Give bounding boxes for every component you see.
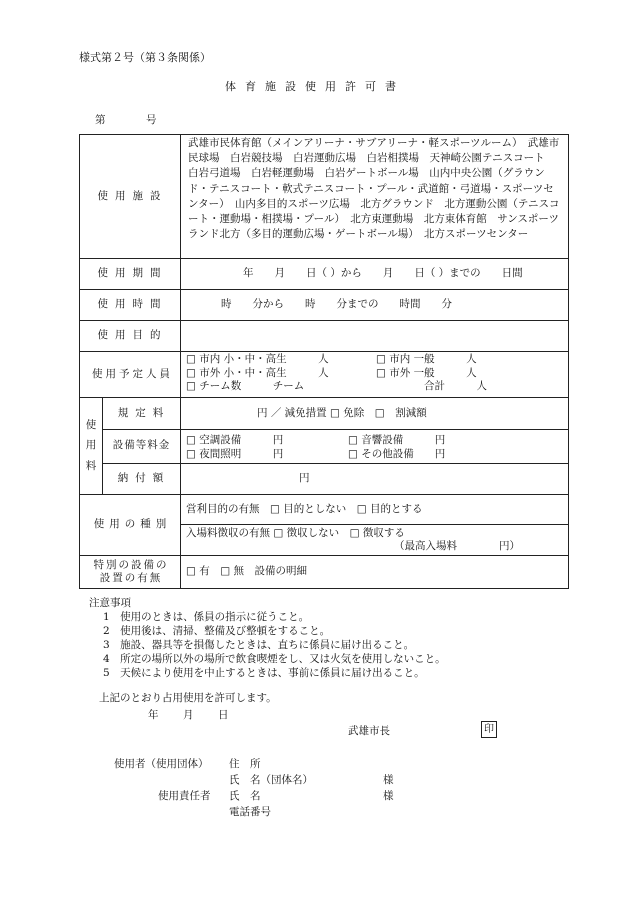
period-field[interactable]: 年 月 日（ ）から 月 日（ ）までの 日間 [243, 267, 523, 280]
kind-label: 使用の種別 [80, 495, 181, 555]
purpose-field[interactable] [181, 321, 568, 351]
responsible-name-label: 氏 名 [229, 790, 261, 802]
persons-team-count[interactable]: □ チーム数 チーム [186, 380, 305, 392]
permit-date[interactable]: 年 月 日 [148, 709, 236, 721]
paid-fee-label: 納付額 [103, 464, 181, 495]
note-item: 3 施設、器具等を損傷したときは、直ちに係員に届け出ること。 [103, 639, 415, 651]
notes-section [89, 596, 446, 680]
phone-label: 電話番号 [229, 806, 271, 818]
honorific: 様 [383, 790, 394, 802]
special-label-line1: 特別の設備の [93, 558, 169, 571]
address-label: 住 所 [229, 758, 261, 770]
time-row [80, 289, 568, 320]
persons-total[interactable]: 合計 人 [424, 380, 487, 392]
base-fee-label: 規定料 [103, 398, 181, 429]
purpose-row [80, 320, 568, 351]
equipment-fee-row [103, 429, 568, 463]
mayor-label: 武雄市長 [348, 725, 390, 737]
equipment-sound[interactable]: □ 音響設備 円 [348, 433, 446, 446]
group-name-label: 氏 名（団体名） [229, 774, 313, 786]
persons-outside-general[interactable]: □ 市外 一般 人 [376, 366, 477, 379]
fee-label [80, 398, 103, 494]
number-label: 第 [95, 114, 106, 126]
document-title: 体育施設使用許可書 [225, 80, 405, 93]
equipment-aircon[interactable]: □ 空調設備 円 [186, 433, 284, 446]
fee-label-char: 用 [85, 439, 97, 452]
note-item: 4 所定の場所以外の場所で飲食喫煙をし、又は火気を使用しないこと。 [103, 653, 446, 665]
equipment-fee-field[interactable] [181, 430, 568, 463]
special-equipment-field[interactable]: □ 有 □ 無 設備の明細 [186, 565, 308, 578]
facility-list: 武雄市民体育館（メインアリーナ・サブアリーナ・軽スポーツルーム） 武雄市民球場 白岩競技場 白岩運動広場 白岩相撲場 天神崎公園テニスコート 白岩弓道場 白岩軽運動場 白岩ゲートボール場 山内中央公園（グラウンド・テニスコート・軟式テニスコート・プール・武道館・弓道場・スポーツセンター） 山内多目的スポーツ広場 北方グラウンド 北方運動公園（テニスコート・運動場・相撲場・プール） 北方東運動場 北方東体育館 サンスポーツランド北方（多目的運動広場・ゲートボール場） 北方スポーツセンター [188, 137, 560, 241]
fee-block [80, 397, 568, 494]
honorific: 様 [383, 774, 394, 786]
persons-outside-student[interactable]: □ 市外 小・中・高生 人 [186, 366, 329, 379]
seal-stamp: 印 [481, 721, 497, 738]
responsible-label: 使用責任者 [158, 790, 211, 802]
fee-label-char: 料 [85, 459, 97, 472]
notes-heading: 注意事項 [89, 597, 131, 609]
time-field[interactable]: 時 分から 時 分までの 時間 分 [221, 298, 452, 311]
persons-label: 使用予定人員 [80, 352, 181, 397]
fee-rows [103, 398, 568, 494]
special-equipment-row [80, 555, 568, 588]
persons-city-student[interactable]: □ 市内 小・中・高生 人 [186, 353, 329, 365]
kind-field [181, 495, 568, 555]
persons-row [80, 351, 568, 397]
persons-city-general[interactable]: □ 市内 一般 人 [376, 353, 477, 365]
paid-fee-row [103, 463, 568, 495]
paid-fee-field[interactable]: 円 [299, 472, 310, 485]
special-label-line2: 設置の有無 [99, 572, 163, 584]
note-item: 1 使用のときは、係員の指示に従うこと。 [103, 611, 310, 623]
time-label: 使用時間 [80, 290, 181, 320]
facility-row [80, 135, 568, 258]
equipment-fee-label: 設備等料金 [103, 430, 181, 463]
profit-purpose-field[interactable]: 営利目的の有無 □ 目的としない □ 目的とする [186, 502, 423, 515]
facility-label: 使用施設 [80, 135, 181, 258]
base-fee-field[interactable]: 円 ／ 減免措置 □ 免除 □ 割減額 [257, 406, 427, 419]
max-admission-fee[interactable]: （最高入場料 円） [394, 540, 520, 553]
fee-label-char: 使 [85, 419, 97, 432]
note-item: 2 使用後は、清掃、整備及び整頓をすること。 [103, 625, 331, 637]
number-suffix: 号 [146, 114, 157, 126]
equipment-lighting[interactable]: □ 夜間照明 円 [186, 447, 284, 460]
permit-form-table [79, 134, 569, 589]
equipment-other[interactable]: □ その他設備 円 [348, 447, 446, 460]
user-label: 使用者（使用団体） [114, 758, 209, 770]
note-item: 5 天候により使用を中止するときは、事前に係員に届け出ること。 [103, 667, 425, 679]
period-row [80, 258, 568, 289]
form-id: 様式第２号（第３条関係） [79, 51, 211, 64]
admission-options[interactable]: 入場料徴収の有無 □ 徴収しない □ 徴収する [186, 527, 405, 539]
admission-field[interactable] [181, 524, 568, 554]
purpose-label: 使用目的 [80, 321, 181, 351]
base-fee-row [103, 398, 568, 429]
persons-field[interactable] [181, 352, 568, 397]
kind-row [80, 494, 568, 555]
period-label: 使用期間 [80, 259, 181, 289]
permit-statement: 上記のとおり占用使用を許可します。 [99, 692, 277, 704]
special-equipment-label [80, 556, 181, 588]
